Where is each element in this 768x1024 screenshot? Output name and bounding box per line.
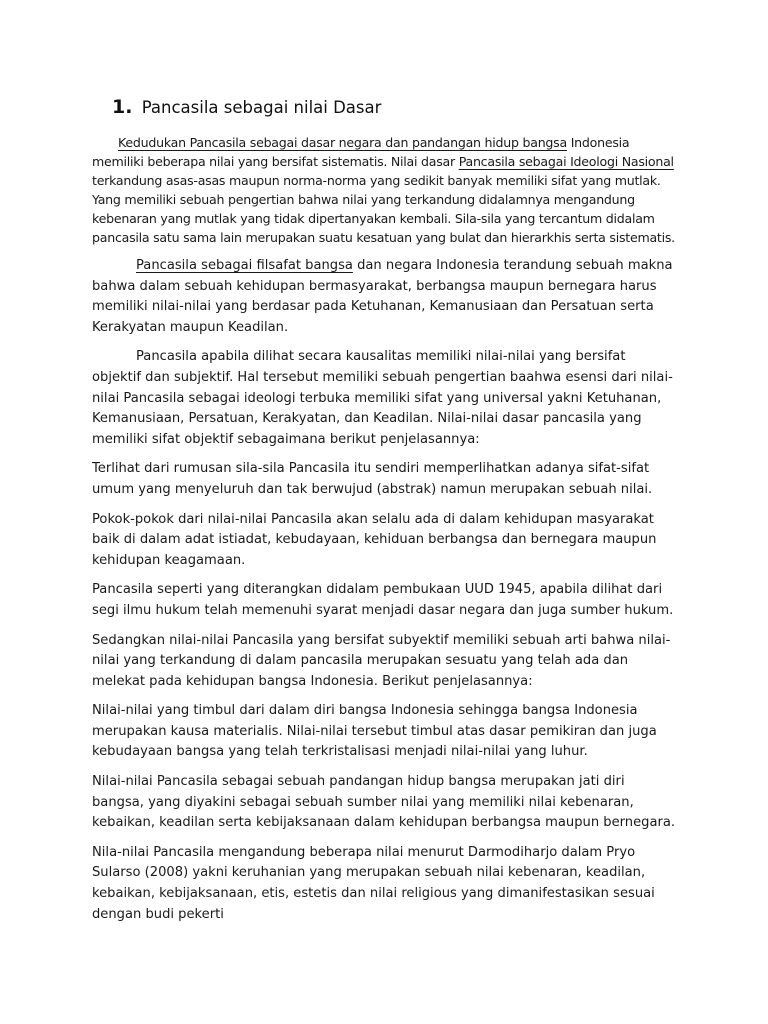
section-title: Pancasila sebagai nilai Dasar <box>141 98 382 117</box>
section-heading <box>112 94 676 121</box>
paragraph-7: Sedangkan nilai-nilai Pancasila yang bersifat subyektif memiliki sebuah arti bahwa nilai-nilai yang terkandung di dalam pancasila merupakan sesuatu yang telah ada dan melekat pada kehidupan bangsa Indonesia. Berikut penjelasannya: <box>92 632 671 689</box>
paragraph-8: Nilai-nilai yang timbul dari dalam diri bangsa Indonesia sehingga bangsa Indonesia merupakan kausa materialis. Nilai-nilai tersebut timbul atas dasar pemikiran dan juga kebudayaan bangsa yang telah terkristalisasi menjadi nilai-nilai yang luhur. <box>92 703 657 760</box>
paragraph-2 <box>92 256 676 338</box>
paragraph-4: Terlihat dari rumusan sila-sila Pancasila itu sendiri memperlihatkan adanya sifat-sifat umum yang menyeluruh dan tak berwujud (abstrak) namun merupakan sebuah nilai. <box>92 461 653 497</box>
paragraph-1 <box>92 133 676 247</box>
section-number: 1. <box>112 96 133 118</box>
underlined-phrase-ideologi: Pancasila sebagai Ideologi Nasional <box>458 154 674 169</box>
paragraph-2-text: dan negara Indonesia terandung sebuah makna bahwa dalam sebuah kehidupan bermasyarakat, berbangsa maupun bernegara harus memiliki nilai-nilai yang berdasar pada Ketuhanan, Kemanusiaan dan Persatuan serta Kerakyatan maupun Keadilan. <box>92 258 673 335</box>
paragraph-9: Nilai-nilai Pancasila sebagai sebuah pandangan hidup bangsa merupakan jati diri bangsa, yang diyakini sebagai sebuah sumber nilai yang memiliki nilai kebenaran, kebaikan, keadilan serta kebijaksanaan dalam kehidupan berbangsa maupun bernegara. <box>92 774 676 831</box>
paragraph-6: Pancasila seperti yang diterangkan didalam pembukaan UUD 1945, apabila dilihat dari segi ilmu hukum telah memenuhi syarat menjadi dasar negara dan juga sumber hukum. <box>92 582 674 618</box>
paragraph-3: Pancasila apabila dilihat secara kausalitas memiliki nilai-nilai yang bersifat objektif dan subjektif. Hal tersebut memiliki sebuah pengertian baahwa esensi dari nilai-nilai Pancasila sebagai ideologi terbuka memiliki sifat yang universal yakni Ketuhanan, Kemanusiaan, Persatuan, Kerakyatan, dan Keadilan. Nilai-nilai dasar pancasila yang memiliki sifat objektif sebagaimana berikut penjelasannya: <box>92 349 673 447</box>
paragraph-10: Nila-nilai Pancasila mengandung beberapa nilai menurut Darmodiharjo dalam Pryo Sularso (2008) yakni keruhanian yang merupakan sebuah nilai kebenaran, keadilan, kebaikan, kebijaksanaan, etis, estetis dan nilai religious yang dimanifestasikan sesuai dengan budi pekerti <box>92 844 655 922</box>
paragraph-1-text-a: Indonesia memiliki beberapa nilai yang bersifat sistematis. Nilai dasar <box>92 135 630 169</box>
underlined-phrase-filsafat: Pancasila sebagai filsafat bangsa <box>136 258 353 273</box>
paragraph-5: Pokok-pokok dari nilai-nilai Pancasila akan selalu ada di dalam kehidupan masyarakat baik di dalam adat istiadat, kebudayaan, kehiduan berbangsa dan bernegara maupun kehidupan keagamaan. <box>92 511 657 568</box>
document-body <box>92 94 676 934</box>
underlined-phrase-kedudukan: Kedudukan Pancasila sebagai dasar negara dan pandangan hidup bangsa <box>118 135 567 150</box>
paragraph-1-text-b: terkandung asas-asas maupun norma-norma yang sedikit banyak memiliki sifat yang mutlak. Yang memiliki sebuah pengertian bahwa nilai yang terkandung didalamnya mengandung kebenaran yang mutlak yang tidak dipertanyakan kembali. Sila-sila yang tercantum didalam pancasila satu sama lain merupakan suatu kesatuan yang bulat dan hierarkhis serta sistematis. <box>92 173 675 245</box>
